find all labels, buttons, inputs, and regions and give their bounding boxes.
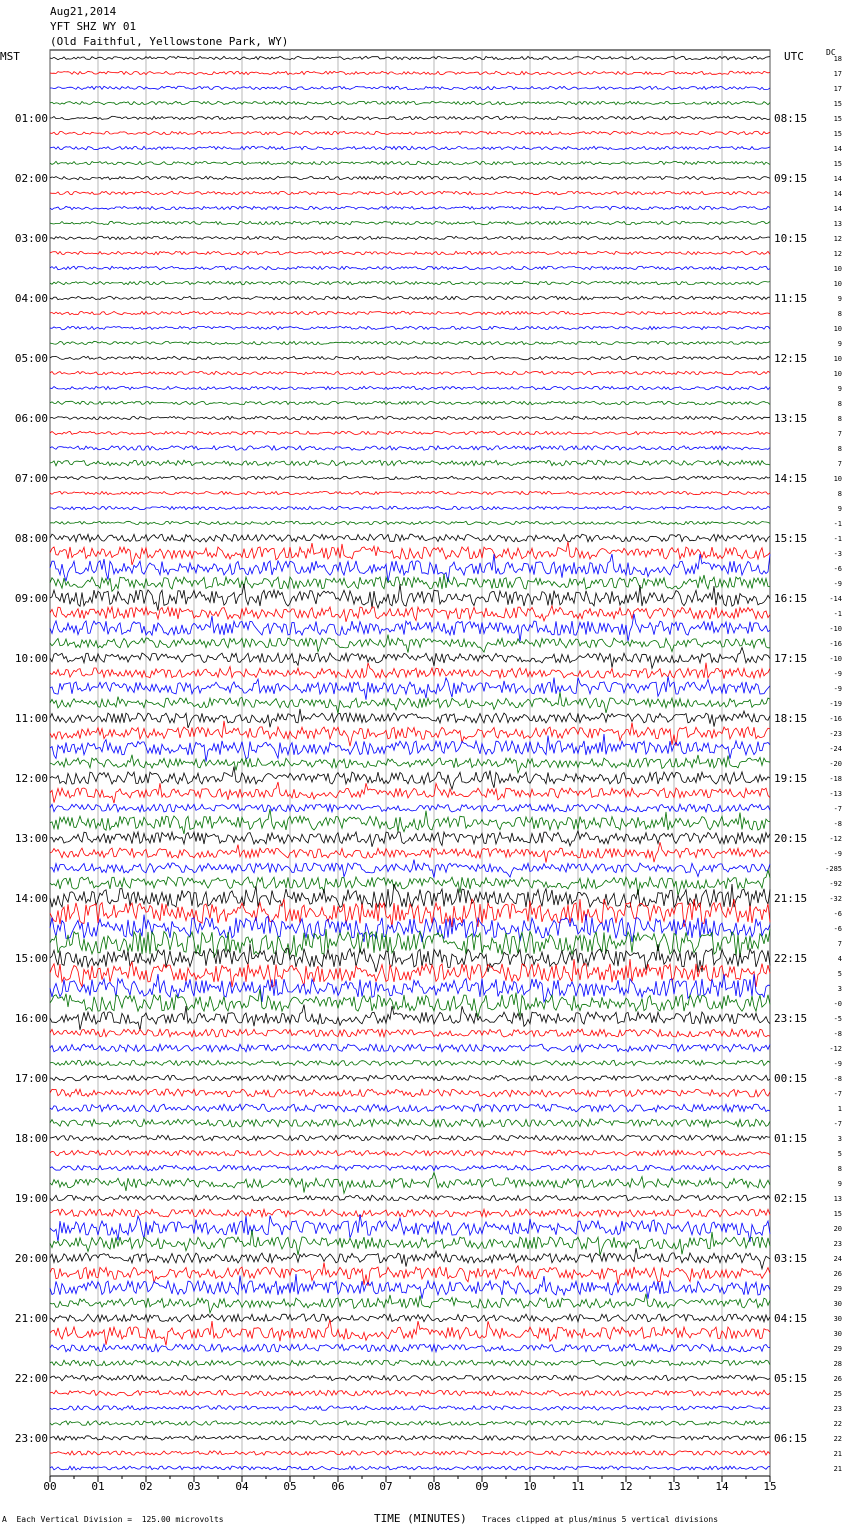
- dc-offset-label: -6: [833, 910, 842, 918]
- dc-offset-label: -32: [829, 895, 842, 903]
- seismic-trace: [50, 416, 770, 419]
- left-hour-label: 21:00: [14, 1312, 48, 1325]
- x-tick-label: 00: [43, 1480, 57, 1493]
- dc-offset-label: 10: [833, 475, 842, 483]
- right-hour-label: 19:15: [774, 772, 808, 785]
- dc-offset-label: -5: [833, 1015, 842, 1023]
- seismic-trace: [50, 1150, 770, 1156]
- seismic-trace: [50, 1104, 770, 1112]
- seismic-trace: [50, 647, 770, 668]
- dc-offset-label: -8: [833, 820, 842, 828]
- dc-offset-label: 9: [837, 295, 842, 303]
- seismic-trace: [50, 1172, 770, 1193]
- dc-offset-label: 10: [833, 280, 842, 288]
- dc-offset-label: 9: [837, 385, 842, 393]
- left-hour-label: 02:00: [14, 172, 48, 185]
- seismic-trace: [50, 446, 770, 450]
- dc-offset-label: 22: [833, 1435, 842, 1443]
- dc-offset-label: 7: [837, 430, 842, 438]
- dc-offset-label: -1: [833, 520, 842, 528]
- right-hour-label: 09:15: [774, 172, 808, 185]
- seismic-trace: [50, 1135, 770, 1141]
- seismic-trace: [50, 251, 770, 254]
- dc-offset-label: -9: [833, 850, 842, 858]
- right-hour-label: 20:15: [774, 832, 808, 845]
- left-hour-label: 12:00: [14, 772, 48, 785]
- right-hour-label: 00:15: [774, 1072, 808, 1085]
- seismic-trace: [50, 236, 770, 239]
- seismic-trace: [50, 1209, 770, 1217]
- x-tick-label: 14: [715, 1480, 729, 1493]
- left-hour-label: 23:00: [14, 1432, 48, 1445]
- dc-offset-label: 21: [833, 1450, 842, 1458]
- x-tick-label: 15: [763, 1480, 777, 1493]
- seismic-trace: [50, 809, 770, 834]
- dc-offset-label: 23: [833, 1405, 842, 1413]
- x-axis-title: TIME (MINUTES): [374, 1512, 467, 1525]
- dc-offset-label: 8: [837, 445, 842, 453]
- dc-offset-label: 4: [837, 955, 842, 963]
- seismic-trace: [50, 755, 770, 773]
- right-hour-label: 17:15: [774, 652, 808, 665]
- left-hour-label: 16:00: [14, 1012, 48, 1025]
- dc-offset-label: 17: [833, 70, 842, 78]
- dc-offset-label: -19: [829, 700, 842, 708]
- dc-offset-label: -9: [833, 1060, 842, 1068]
- seismic-trace: [50, 767, 770, 790]
- seismic-trace: [50, 1060, 770, 1065]
- dc-offset-label: -23: [829, 730, 842, 738]
- right-hour-label: 10:15: [774, 232, 808, 245]
- dc-offset-label: -14: [829, 595, 842, 603]
- dc-offset-label: 20: [833, 1225, 842, 1233]
- right-hour-label: 23:15: [774, 1012, 808, 1025]
- seismic-trace: [50, 1406, 770, 1410]
- dc-offset-label: 30: [833, 1300, 842, 1308]
- right-hour-label: 15:15: [774, 532, 808, 545]
- dc-offset-label: 21: [833, 1465, 842, 1473]
- dc-offset-label: 25: [833, 1390, 842, 1398]
- seismic-trace: [50, 635, 770, 653]
- dc-offset-label: 12: [833, 235, 842, 243]
- seismic-trace: [50, 131, 770, 134]
- dc-offset-label: 15: [833, 1210, 842, 1218]
- dc-offset-label: 29: [833, 1345, 842, 1353]
- seismic-trace: [50, 386, 770, 389]
- x-tick-label: 11: [571, 1480, 585, 1493]
- left-hour-label: 22:00: [14, 1372, 48, 1385]
- header-station: YFT SHZ WY 01: [50, 20, 137, 33]
- left-hour-label: 10:00: [14, 652, 48, 665]
- seismic-trace: [50, 116, 770, 119]
- seismic-trace: [50, 431, 770, 434]
- dc-offset-label: 29: [833, 1285, 842, 1293]
- seismic-trace: [50, 56, 770, 59]
- dc-offset-label: -18: [829, 775, 842, 783]
- dc-offset-label: -12: [829, 1045, 842, 1053]
- seismic-trace: [50, 831, 770, 847]
- dc-offset-label: -285: [825, 865, 842, 873]
- seismic-trace: [50, 1375, 770, 1380]
- seismic-trace: [50, 842, 770, 862]
- seismic-trace: [50, 709, 770, 728]
- right-hour-label: 13:15: [774, 412, 808, 425]
- dc-offset-label: 14: [833, 205, 842, 213]
- seismic-trace: [50, 1451, 770, 1455]
- seismic-trace: [50, 161, 770, 164]
- left-timezone-label: MST: [0, 50, 20, 63]
- dc-offset-label: 30: [833, 1315, 842, 1323]
- dc-offset-label: -7: [833, 805, 842, 813]
- seismic-trace: [50, 460, 770, 466]
- dc-offset-label: -20: [829, 760, 842, 768]
- dc-offset-label: 8: [837, 490, 842, 498]
- dc-offset-label: 5: [837, 1150, 842, 1158]
- dc-offset-label: -8: [833, 1075, 842, 1083]
- seismic-trace: [50, 1314, 770, 1322]
- right-hour-label: 03:15: [774, 1252, 808, 1265]
- seismic-trace: [50, 1294, 770, 1313]
- scale-prefix: A: [2, 1515, 7, 1524]
- right-hour-label: 02:15: [774, 1192, 808, 1205]
- seismic-trace: [50, 1044, 770, 1052]
- seismic-trace: [50, 692, 770, 713]
- dc-offset-label: 10: [833, 265, 842, 273]
- seismic-trace: [50, 506, 770, 509]
- left-hour-label: 08:00: [14, 532, 48, 545]
- seismic-trace: [50, 870, 770, 896]
- seismic-trace: [50, 86, 770, 89]
- seismic-trace: [50, 1165, 770, 1171]
- left-hour-label: 03:00: [14, 232, 48, 245]
- seismic-trace: [50, 191, 770, 194]
- dc-offset-label: 12: [833, 250, 842, 258]
- dc-offset-label: 15: [833, 130, 842, 138]
- right-hour-label: 21:15: [774, 892, 808, 905]
- left-hour-label: 15:00: [14, 952, 48, 965]
- seismic-trace: [50, 341, 770, 344]
- dc-offset-label: 23: [833, 1240, 842, 1248]
- left-hour-label: 19:00: [14, 1192, 48, 1205]
- seismic-trace: [50, 1195, 770, 1201]
- dc-column-label: DC: [826, 48, 836, 57]
- dc-offset-label: 18: [833, 55, 842, 63]
- seismic-trace: [50, 221, 770, 224]
- seismic-trace: [50, 491, 770, 494]
- left-hour-label: 04:00: [14, 292, 48, 305]
- seismic-trace: [50, 554, 770, 582]
- dc-offset-label: 8: [837, 415, 842, 423]
- seismic-trace: [50, 1436, 770, 1440]
- dc-offset-label: -8: [833, 1030, 842, 1038]
- x-tick-label: 05: [283, 1480, 297, 1493]
- seismic-trace: [50, 721, 770, 746]
- seismic-trace: [50, 534, 770, 542]
- dc-offset-label: 14: [833, 190, 842, 198]
- seismic-trace: [50, 1248, 770, 1269]
- seismic-trace: [50, 1390, 770, 1396]
- dc-offset-label: -24: [829, 745, 842, 753]
- seismic-trace: [50, 542, 770, 565]
- dc-offset-label: 15: [833, 115, 842, 123]
- right-timezone-label: UTC: [784, 50, 804, 63]
- seismic-trace: [50, 101, 770, 104]
- seismic-trace: [50, 356, 770, 359]
- dc-offset-label: 8: [837, 1165, 842, 1173]
- dc-offset-label: 14: [833, 145, 842, 153]
- dc-offset-label: -6: [833, 565, 842, 573]
- dc-offset-label: 17: [833, 85, 842, 93]
- seismic-trace: [50, 401, 770, 404]
- dc-offset-label: 14: [833, 175, 842, 183]
- left-hour-label: 18:00: [14, 1132, 48, 1145]
- seismic-trace: [50, 860, 770, 878]
- dc-offset-label: 24: [833, 1255, 842, 1263]
- dc-offset-label: 15: [833, 160, 842, 168]
- seismic-trace: [50, 1466, 770, 1470]
- dc-offset-label: 26: [833, 1375, 842, 1383]
- left-hour-label: 11:00: [14, 712, 48, 725]
- x-tick-label: 08: [427, 1480, 441, 1493]
- dc-offset-label: 10: [833, 355, 842, 363]
- seismic-trace: [50, 296, 770, 299]
- right-hour-label: 11:15: [774, 292, 808, 305]
- dc-offset-label: -1: [833, 535, 842, 543]
- seismic-trace: [50, 176, 770, 179]
- seismic-trace: [50, 804, 770, 812]
- dc-offset-label: 13: [833, 220, 842, 228]
- dc-offset-label: 7: [837, 940, 842, 948]
- dc-offset-label: -10: [829, 625, 842, 633]
- seismic-trace: [50, 782, 770, 803]
- header-date: Aug21,2014: [50, 5, 117, 18]
- left-hour-label: 07:00: [14, 472, 48, 485]
- dc-offset-label: -9: [833, 685, 842, 693]
- seismic-trace: [50, 1119, 770, 1127]
- dc-offset-label: -10: [829, 655, 842, 663]
- x-tick-label: 04: [235, 1480, 249, 1493]
- left-hour-label: 20:00: [14, 1252, 48, 1265]
- seismic-trace: [50, 1274, 770, 1299]
- seismic-trace: [50, 281, 770, 284]
- clip-note: Traces clipped at plus/minus 5 vertical divisions: [482, 1515, 719, 1524]
- left-hour-label: 13:00: [14, 832, 48, 845]
- seismic-trace: [50, 676, 770, 699]
- seismic-trace: [50, 914, 770, 942]
- dc-offset-label: -92: [829, 880, 842, 888]
- dc-offset-label: 22: [833, 1420, 842, 1428]
- x-tick-label: 10: [523, 1480, 537, 1493]
- seismic-trace: [50, 1005, 770, 1031]
- right-hour-label: 12:15: [774, 352, 808, 365]
- seismic-trace: [50, 989, 770, 1017]
- dc-offset-label: 15: [833, 100, 842, 108]
- dc-offset-label: 3: [837, 1135, 842, 1143]
- x-tick-label: 02: [139, 1480, 153, 1493]
- dc-offset-label: -6: [833, 925, 842, 933]
- seismic-trace: [50, 371, 770, 374]
- seismic-trace: [50, 266, 770, 269]
- dc-offset-label: -0: [833, 1000, 842, 1008]
- dc-offset-label: 13: [833, 1195, 842, 1203]
- dc-offset-label: 9: [837, 340, 842, 348]
- seismic-trace: [50, 326, 770, 329]
- dc-offset-label: -13: [829, 790, 842, 798]
- left-hour-label: 01:00: [14, 112, 48, 125]
- header-location: (Old Faithful, Yellowstone Park, WY): [50, 35, 289, 48]
- dc-offset-label: -9: [833, 580, 842, 588]
- seismic-trace: [50, 1230, 770, 1256]
- dc-offset-label: 30: [833, 1330, 842, 1338]
- right-hour-label: 14:15: [774, 472, 808, 485]
- seismic-trace: [50, 146, 770, 149]
- seismic-trace: [50, 1029, 770, 1037]
- seismic-trace: [50, 476, 770, 479]
- dc-offset-label: 3: [837, 985, 842, 993]
- dc-offset-label: 28: [833, 1360, 842, 1368]
- dc-offset-label: 5: [837, 970, 842, 978]
- dc-offset-label: 8: [837, 400, 842, 408]
- dc-offset-label: 10: [833, 370, 842, 378]
- dc-offset-label: -12: [829, 835, 842, 843]
- x-tick-label: 13: [667, 1480, 681, 1493]
- seismic-trace: [50, 584, 770, 611]
- right-hour-label: 16:15: [774, 592, 808, 605]
- dc-offset-label: 9: [837, 1180, 842, 1188]
- right-hour-label: 08:15: [774, 112, 808, 125]
- x-tick-label: 07: [379, 1480, 393, 1493]
- seismic-trace: [50, 71, 770, 74]
- seismic-trace: [50, 1344, 770, 1352]
- dc-offset-label: 8: [837, 310, 842, 318]
- seismic-trace: [50, 206, 770, 209]
- right-hour-label: 18:15: [774, 712, 808, 725]
- dc-offset-label: -9: [833, 670, 842, 678]
- left-hour-label: 05:00: [14, 352, 48, 365]
- dc-offset-label: -1: [833, 610, 842, 618]
- scale-note: [2, 1515, 224, 1524]
- left-hour-label: 06:00: [14, 412, 48, 425]
- x-tick-label: 03: [187, 1480, 201, 1493]
- left-hour-label: 17:00: [14, 1072, 48, 1085]
- right-hour-label: 22:15: [774, 952, 808, 965]
- dc-offset-label: -16: [829, 640, 842, 648]
- dc-offset-label: -3: [833, 550, 842, 558]
- left-hour-label: 14:00: [14, 892, 48, 905]
- seismic-trace: [50, 1089, 770, 1097]
- plot-frame: [50, 50, 770, 1476]
- seismic-trace: [50, 1360, 770, 1366]
- seismic-trace: [50, 1075, 770, 1081]
- x-tick-label: 01: [91, 1480, 105, 1493]
- left-hour-label: 09:00: [14, 592, 48, 605]
- seismic-trace: [50, 1421, 770, 1425]
- seismic-trace: [50, 521, 770, 524]
- seismic-trace: [50, 734, 770, 762]
- dc-offset-label: -16: [829, 715, 842, 723]
- seismic-trace: [50, 1320, 770, 1346]
- dc-offset-label: -7: [833, 1090, 842, 1098]
- scale-text: Each Vertical Division = 125.00 microvolts: [16, 1515, 224, 1524]
- dc-offset-label: 7: [837, 460, 842, 468]
- right-hour-label: 04:15: [774, 1312, 808, 1325]
- right-hour-label: 01:15: [774, 1132, 808, 1145]
- dc-offset-label: 10: [833, 325, 842, 333]
- x-tick-label: 09: [475, 1480, 489, 1493]
- dc-offset-label: 26: [833, 1270, 842, 1278]
- seismic-trace: [50, 959, 770, 987]
- x-tick-label: 06: [331, 1480, 345, 1493]
- dc-offset-label: 1: [837, 1105, 842, 1113]
- seismic-trace: [50, 574, 770, 591]
- dc-offset-label: -7: [833, 1120, 842, 1128]
- seismic-trace: [50, 663, 770, 679]
- dc-offset-label: 9: [837, 505, 842, 513]
- seismic-trace: [50, 311, 770, 314]
- right-hour-label: 05:15: [774, 1372, 808, 1385]
- right-hour-label: 06:15: [774, 1432, 808, 1445]
- x-tick-label: 12: [619, 1480, 633, 1493]
